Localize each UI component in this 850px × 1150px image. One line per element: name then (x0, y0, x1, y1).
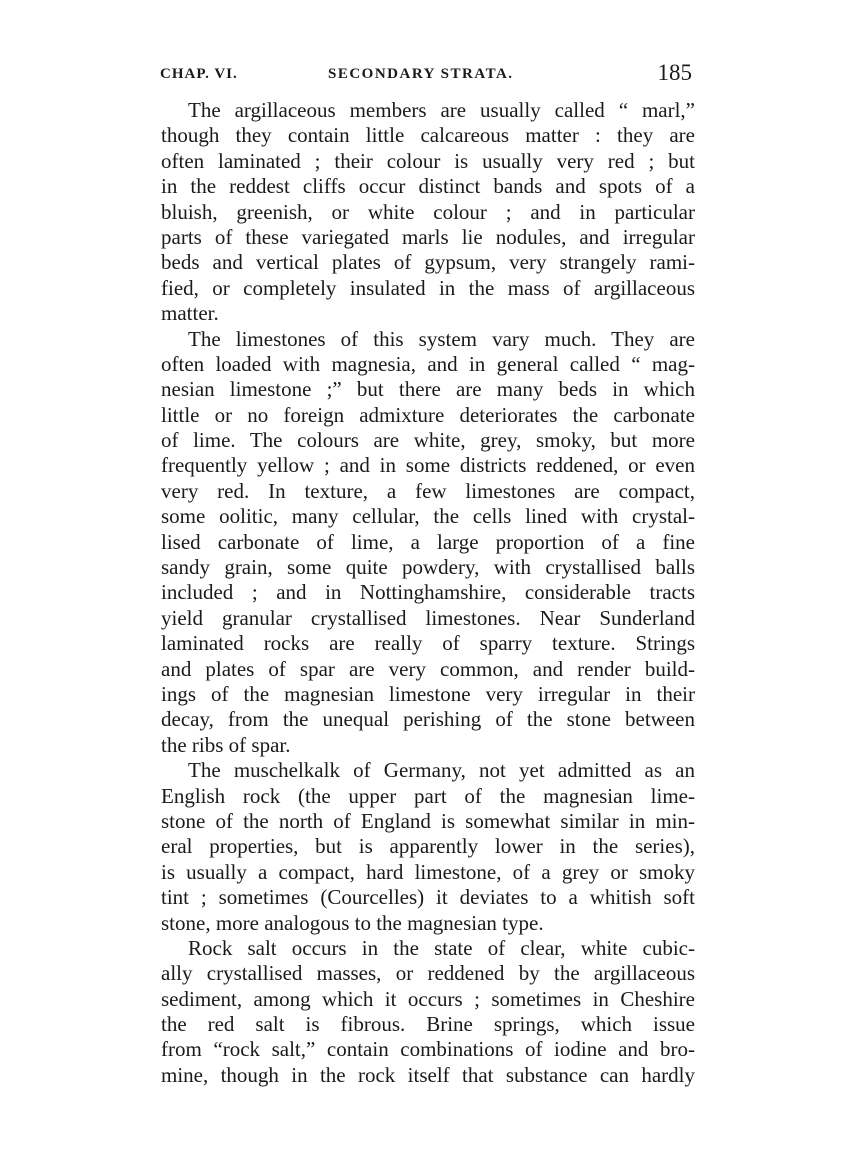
text-line: decay, from the unequal perishing of the stone between (161, 707, 695, 732)
text-line: from “rock salt,” contain combinations of iodine and bro- (161, 1037, 695, 1062)
text-line: tint ; sometimes (Courcelles) it deviates to a whitish soft (161, 885, 695, 910)
text-line: ings of the magnesian limestone very irregular in their (161, 681, 695, 706)
text-line: beds and vertical plates of gypsum, very strangely rami- (161, 250, 695, 275)
text-line: stone, more analogous to the magnesian type. (161, 910, 544, 935)
text-line: frequently yellow ; and in some districts reddened, or even (161, 453, 695, 478)
text-line: ally crystallised masses, or reddened by the argillaceous (161, 961, 695, 986)
body-text (161, 98, 695, 1088)
text-line: often loaded with magnesia, and in general called “ mag- (161, 351, 695, 376)
text-line: parts of these variegated marls lie nodules, and irregular (161, 224, 695, 249)
text-line: fied, or completely insulated in the mass of argillaceous (161, 275, 695, 300)
text-line: little or no foreign admixture deteriorates the carbonate (161, 402, 695, 427)
text-line: The argillaceous members are usually called “ marl,” (188, 98, 695, 122)
text-line: in the reddest cliffs occur distinct bands and spots of a (161, 174, 695, 199)
text-line: stone of the north of England is somewhat similar in min- (161, 808, 695, 833)
text-line: mine, though in the rock itself that substance can hardly (161, 1062, 695, 1087)
text-line: laminated rocks are really of sparry texture. Strings (161, 631, 695, 656)
text-line: included ; and in Nottinghamshire, considerable tracts (161, 580, 695, 605)
text-line: The limestones of this system vary much. They are (188, 326, 695, 351)
running-head (160, 60, 694, 90)
text-line: nesian limestone ;” but there are many beds in which (161, 377, 695, 402)
text-line: English rock (the upper part of the magnesian lime- (161, 783, 695, 808)
paragraph (161, 327, 695, 759)
text-line: some oolitic, many cellular, the cells lined with crystal- (161, 504, 695, 529)
text-line: the red salt is fibrous. Brine springs, which issue (161, 1012, 695, 1037)
chapter-label: CHAP. VI. (160, 66, 238, 82)
text-line: The muschelkalk of Germany, not yet admitted as an (188, 758, 695, 783)
section-title: SECONDARY STRATA. (328, 66, 514, 82)
text-line: the ribs of spar. (161, 732, 291, 757)
text-line: bluish, greenish, or white colour ; and in particular (161, 199, 695, 224)
text-line: matter. (161, 301, 219, 326)
text-line: eral properties, but is apparently lower in the series), (161, 834, 695, 859)
text-line: sandy grain, some quite powdery, with crystallised balls (161, 555, 695, 580)
text-line: often laminated ; their colour is usually very red ; but (161, 148, 695, 173)
paragraph (161, 758, 695, 936)
paragraph (161, 936, 695, 1088)
page-number: 185 (657, 60, 692, 85)
paragraph (161, 98, 695, 327)
text-line: of lime. The colours are white, grey, smoky, but more (161, 428, 695, 453)
text-line: very red. In texture, a few limestones are compact, (161, 478, 695, 503)
text-line: and plates of spar are very common, and render build- (161, 656, 695, 681)
text-line: yield granular crystallised limestones. Near Sunderland (161, 605, 695, 630)
text-line: sediment, among which it occurs ; sometimes in Cheshire (161, 986, 695, 1011)
text-line: though they contain little calcareous matter : they are (161, 123, 695, 148)
text-line: Rock salt occurs in the state of clear, white cubic- (188, 935, 695, 960)
text-line: is usually a compact, hard limestone, of a grey or smoky (161, 859, 695, 884)
text-line: lised carbonate of lime, a large proportion of a fine (161, 529, 695, 554)
